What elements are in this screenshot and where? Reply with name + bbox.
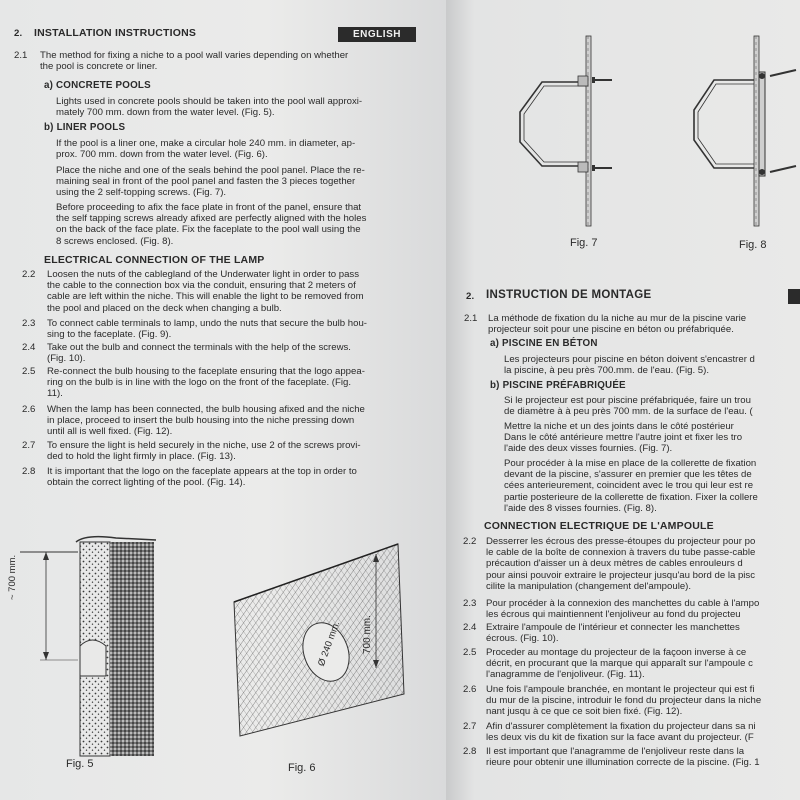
section-number: 2.: [14, 28, 23, 39]
liner-pools-text-3: Before proceeding to afix the face plate in front of the panel, ensure that the self tapping screws already afixed are perfectly aligned with the holes on the back of the face plate. Fix the faceplate to the pool wall using the 8 screws enclosed. (Fig. 8).: [56, 202, 367, 247]
fig8-caption: Fig. 8: [739, 239, 767, 251]
step-2-4: Take out the bulb and connect the terminals with the help of the screws. (Fig. 10).: [47, 342, 351, 365]
liner-pools-text-1: If the pool is a liner one, make a circular hole 240 mm. in diameter, ap- prox. 700 mm. down from the water level. (Fig. 6).: [56, 138, 356, 161]
fig6-dimension: 700 mm.: [362, 615, 373, 654]
section-number: 2.: [466, 291, 475, 302]
subheading-piscine-beton: a) PISCINE EN BÉTON: [490, 338, 598, 349]
paragraph-2-1: The method for fixing a niche to a pool wall varies depending on whether the pool is concrete or liner.: [40, 50, 349, 73]
paragraph-number: 2.1: [14, 50, 28, 61]
electrical-heading: ELECTRICAL CONNECTION OF THE LAMP: [44, 254, 265, 266]
section-title: INSTALLATION INSTRUCTIONS: [34, 27, 197, 39]
fig5-dimension: ~ 700 mm.: [7, 554, 18, 600]
step-2-4: Extraire l'ampoule de l'intérieur et connecter les manchettes écrous. (Fig. 10).: [486, 622, 740, 645]
step-number: 2.2: [22, 269, 36, 280]
concrete-pools-text: Lights used in concrete pools should be taken into the pool wall approxi- mately 700 mm. down from the water level. (Fig. 5).: [56, 96, 363, 119]
subheading-concrete-pools: a) CONCRETE POOLS: [44, 80, 151, 91]
subheading-piscine-prefabriquee: b) PISCINE PRÉFABRIQUÉE: [490, 380, 626, 391]
step-2-8: It is important that the logo on the faceplate appears at the top in order to obtain the correct lighting of the pool. (Fig. 14).: [47, 466, 357, 489]
piscine-prefabriquee-text-2: Mettre la niche et un des joints dans le côté postérieur Dans le côté antérieure mettre l'autre joint et fixer les tro l'aide des deux visses fournies. (Fig. 7).: [504, 421, 743, 455]
fig6-diameter: Ø 240 mm.: [316, 619, 343, 668]
fig7-caption: Fig. 7: [570, 237, 598, 249]
figure-8-faceplate: [686, 30, 800, 230]
step-number: 2.8: [22, 466, 36, 477]
step-2-5: Proceder au montage du projecteur de la façoon inverse à ce décrit, en procurant que la marque qui apparaît sur l'ampoule c l'anagramme de l'enjoliveur. (Fig. 11).: [486, 647, 753, 681]
step-2-7: To ensure the light is held securely in the niche, use 2 of the screws provi- ded to hold the light firmly in place. (Fig. 13).: [47, 440, 361, 463]
figure-6-liner-wall: [228, 540, 418, 740]
step-number: 2.7: [463, 721, 477, 732]
step-number: 2.7: [22, 440, 36, 451]
step-2-7: Afin d'assurer complètement la fixation du projecteur dans sa ni les deux vis du kit de fixation sur la face avant du projecteur. (F: [486, 721, 756, 744]
figure-7-niche-screws: [506, 30, 616, 230]
paragraph-number: 2.1: [464, 313, 478, 324]
piscine-prefabriquee-text-1: Si le projecteur est pour piscine préfabriquée, faire un trou de diamètre à à peu près 700 mm. de la surface de l'eau. (: [504, 395, 753, 418]
paragraph-2-1: La méthode de fixation du la niche au mur de la piscine varie projecteur soit pour une piscine en béton ou préfabriquée.: [488, 313, 747, 336]
right-page: [446, 0, 800, 800]
step-number: 2.2: [463, 536, 477, 547]
figure-5-concrete-wall: [16, 530, 166, 760]
piscine-beton-text: Les projecteurs pour piscine en béton doivent s'encastrer d la piscine, à peu près 700.mm. de l'eau. (Fig. 5).: [504, 354, 755, 377]
step-number: 2.4: [22, 342, 36, 353]
step-number: 2.3: [22, 318, 36, 329]
language-badge: ENGLISH: [338, 27, 416, 42]
step-number: 2.4: [463, 622, 477, 633]
language-badge-edge: [788, 289, 800, 304]
section-title: INSTRUCTION DE MONTAGE: [486, 289, 652, 301]
step-2-6: When the lamp has been connected, the bulb housing afixed and the niche in place, proceed to insert the bulb housing into the niche pressing down until all is well fixed. (Fig. 12).: [47, 404, 365, 438]
step-2-3: Pour procéder à la connexion des manchettes du cable à l'ampo les écrous qui maintiennent l'enjoliveur au fond du projecteu: [486, 598, 760, 621]
subheading-liner-pools: b) LINER POOLS: [44, 122, 126, 133]
step-2-5: Re-connect the bulb housing to the faceplate ensuring that the logo appea- ring on the bulb is in line with the logo on the front of the faceplate. (Fig. 11).: [47, 366, 365, 400]
step-number: 2.8: [463, 746, 477, 757]
liner-pools-text-2: Place the niche and one of the seals behind the pool panel. Place the re- maining seal in front of the pool panel and fasten the 3 pieces together using the 2 self-topping screws. (Fig. 7).: [56, 165, 365, 199]
step-number: 2.6: [22, 404, 36, 415]
fig6-caption: Fig. 6: [288, 762, 316, 774]
step-number: 2.5: [22, 366, 36, 377]
fig5-caption: Fig. 5: [66, 758, 94, 770]
step-2-8: Il est important que l'anagramme de l'enjoliveur reste dans la rieure pour obtenir une illumination correcte de la piscine. (Fig. 1: [486, 746, 760, 769]
step-number: 2.5: [463, 647, 477, 658]
step-number: 2.6: [463, 684, 477, 695]
piscine-prefabriquee-text-3: Pour procéder à la mise en place de la collerette de fixation devant de la piscine, s'assurer en premier que les têtes de cées anterieurement, coincident avec le trou qui leur est re partie posterieure de la collerette de fixation. Fixer la collere l'aide des 8 visses fournies. (Fig. 8).: [504, 458, 758, 514]
step-2-2: Loosen the nuts of the cablegland of the Underwater light in order to pass the cable to the connection box via the conduit, ensuring that 2 meters of cable are left within the niche. This will enable the light to be removed from the pool and placed on the deck when changing a bulb.: [47, 269, 364, 314]
step-2-3: To connect cable terminals to lamp, undo the nuts that secure the bulb hou- sing to the faceplate. (Fig. 9).: [47, 318, 367, 341]
step-number: 2.3: [463, 598, 477, 609]
electrical-heading: CONNECTION ELECTRIQUE DE L'AMPOULE: [484, 520, 714, 532]
step-2-2: Desserrer les écrous des presse-étoupes du projecteur pour po le cable de la boîte de connexion à travers du tube passe-cable précaution d'aisser un à deux mètres de cables enrouleurs d pour ainsi pouvoir extraire le projecteur jusqu'au bord de la pisc cilite la manipulation (changement del'ampoule).: [486, 536, 756, 592]
step-2-6: Une fois l'ampoule branchée, en montant le projecteur qui est fi du mur de la piscine, introduir le fond du projecteur dans la niche nant jusqu à ce que ce soit bien fixé. (Fig. 12).: [486, 684, 762, 718]
